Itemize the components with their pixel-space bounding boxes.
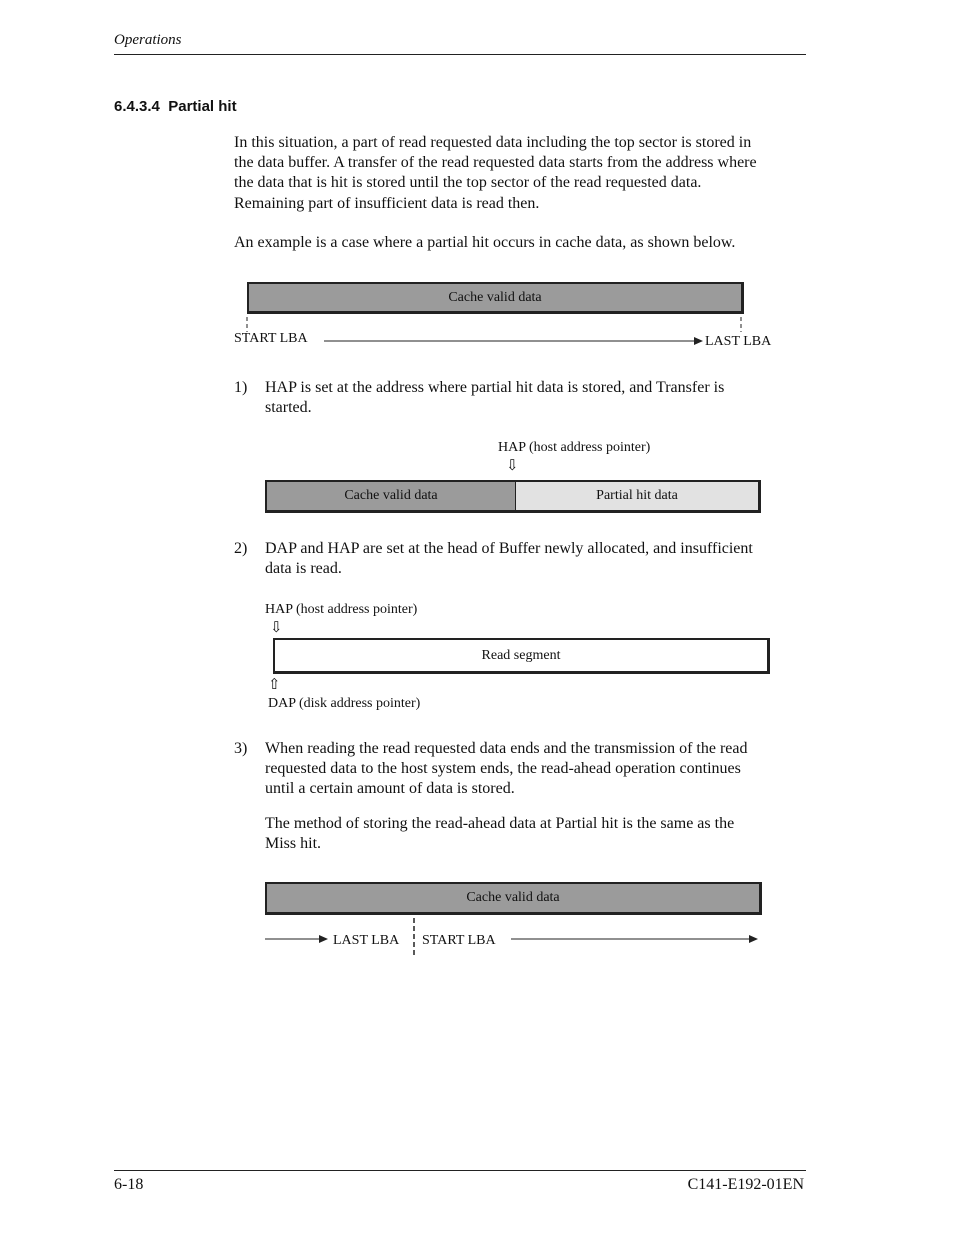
intro-line: Remaining part of insufficient data is read then. <box>234 194 540 212</box>
up-arrow-icon: ⇧ <box>268 677 281 693</box>
cache-valid-data-box <box>265 882 762 915</box>
step-number: 2) <box>234 540 248 557</box>
step1-line: HAP is set at the address where partial hit data is stored, and Transfer is <box>265 379 725 396</box>
read-segment-box <box>273 638 770 674</box>
step3-text <box>265 739 747 800</box>
cache-valid-data-cell <box>267 482 516 510</box>
hap-pointer-label: HAP (host address pointer) <box>265 602 418 617</box>
document-id: C141-E192-01EN <box>687 1176 804 1193</box>
intro-line: the data that is hit is stored until the top sector of the read requested data. <box>234 174 702 192</box>
cache-valid-data-label: Cache valid data <box>344 488 438 503</box>
step2-line: DAP and HAP are set at the head of Buffer newly allocated, and insufficient <box>265 540 753 557</box>
read-segment-label: Read segment <box>481 647 561 663</box>
cache-valid-data-label: Cache valid data <box>466 890 560 905</box>
last-lba-label: LAST LBA <box>333 933 400 948</box>
section-title-text: Partial hit <box>168 98 237 115</box>
step3-note-line: The method of storing the read-ahead data at Partial hit is the same as the <box>265 815 735 832</box>
intro-line: the data buffer. A transfer of the read requested data starts from the address where <box>234 154 757 172</box>
running-header: Operations <box>114 32 182 48</box>
step3-line: requested data to the host system ends, the read-ahead operation continues <box>265 760 741 778</box>
down-arrow-icon: ⇩ <box>506 458 519 474</box>
step2-line: data is read. <box>265 560 342 578</box>
buffer-box <box>265 480 761 513</box>
partial-hit-data-cell <box>516 482 758 510</box>
page-number: 6-18 <box>114 1176 144 1193</box>
hap-pointer-label: HAP (host address pointer) <box>498 440 651 455</box>
start-lba-label: START LBA <box>234 331 308 346</box>
step3-line: until a certain amount of data is stored. <box>265 780 515 798</box>
step1-line: started. <box>265 399 312 417</box>
cache-valid-data-label: Cache valid data <box>448 289 542 305</box>
example-line: An example is a case where a partial hit occurs in cache data, as shown below. <box>234 234 736 251</box>
down-arrow-icon: ⇩ <box>270 620 283 636</box>
step-number: 3) <box>234 740 248 757</box>
section-number: 6.4.3.4 <box>114 98 160 115</box>
step3-note-line: Miss hit. <box>265 835 322 853</box>
partial-hit-data-label: Partial hit data <box>596 488 678 503</box>
step3-note <box>265 814 734 854</box>
dap-pointer-label: DAP (disk address pointer) <box>268 696 421 711</box>
step3-line: When reading the read requested data ends and the transmission of the read <box>265 740 748 757</box>
step1-text <box>265 378 724 418</box>
footer-rule <box>114 1170 806 1171</box>
start-lba-label: START LBA <box>422 933 496 948</box>
step-number: 1) <box>234 379 248 396</box>
intro-line: In this situation, a part of read requested data including the top sector is stored in <box>234 134 752 151</box>
last-lba-label: LAST LBA <box>705 334 772 349</box>
step2-text <box>265 539 753 579</box>
